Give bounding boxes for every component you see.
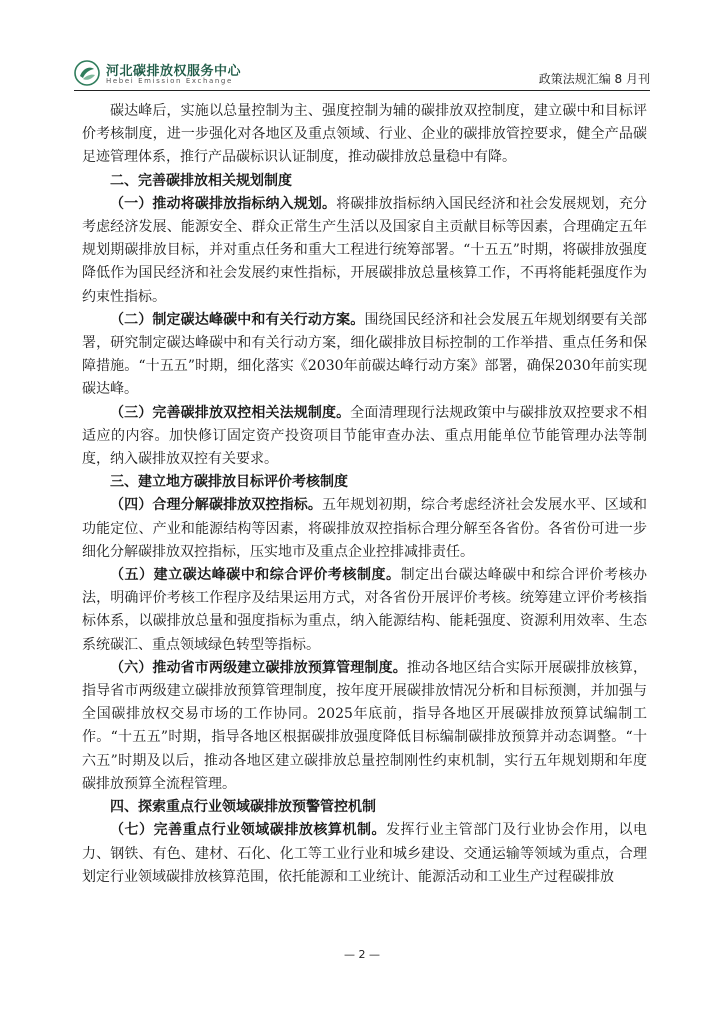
item-lead: （五）建立碳达峰碳中和综合评价考核制度。 xyxy=(110,567,401,584)
publication-title: 政策法规汇编 8 月刊 xyxy=(538,72,650,86)
page-number: — 2 — xyxy=(344,948,380,961)
paragraph-intro: 碳达峰后，实施以总量控制为主、强度控制为辅的碳排放双控制度，建立碳中和目标评价考核制度，进一步强化对各地区及重点领域、行业、企业的碳排放管控要求，健全产品碳足迹管理体系，推行产品碳标识认证制度，推动碳排放总量稳中有降。 xyxy=(82,103,647,166)
item-text: 推动各地区结合实际开展碳排放核算，指导省市两级建立碳排放预算管理制度，按年度开展碳排放情况分析和目标预测，并加强与全国碳排放权交易市场的工作协同。2025年底前，指导各地区开展碳排放预算试编制工作。“十五五”时期，指导各地区根据碳排放强度降低目标编制碳排放预算并动态调整。“十六五”时期及以后，推动各地区建立碳排放总量控制刚性约束机制，实行五年规划期和年度碳排放预算全流程管理。 xyxy=(82,659,648,792)
item-lead: （四）合理分解碳排放双控指标。 xyxy=(110,497,323,514)
paragraph-item-5 xyxy=(82,564,647,657)
item-text: 围绕国民经济和社会发展五年规划纲要有关部署，研究制定碳达峰碳中和有关行动方案，细化碳排放目标控制的工作举措、重点任务和保障措施。“十五五”时期，细化落实《2030年前碳达峰行动方案》部署，确保2030年前实现碳达峰。 xyxy=(82,311,648,398)
item-lead: （二）制定碳达峰碳中和有关行动方案。 xyxy=(110,311,365,328)
paragraph-item-1 xyxy=(82,193,647,309)
section-heading-3: 三、建立地方碳排放目标评价考核制度 xyxy=(110,474,348,491)
paragraph-item-2 xyxy=(82,309,647,402)
item-text: 制定出台碳达峰碳中和综合评价考核办法，明确评价考核工作程序及结果运用方式，对各省份开展评价考核。统筹建立评价考核指标体系，以碳排放总量和强度指标为重点，纳入能源结构、能耗强度、资源利用效率、生态系统碳汇、重点领域绿色转型等指标。 xyxy=(82,567,648,653)
item-lead: （三）完善碳排放双控相关法规制度。 xyxy=(110,404,351,421)
paragraph-item-4 xyxy=(82,494,647,564)
item-text: 五年规划初期，综合考虑经济社会发展水平、区域和功能定位、产业和能源结构等因素，将碳排放双控指标合理分解至各省份。各省份可进一步细化分解碳排放双控指标，压实地市及重点企业控排减排责任。 xyxy=(82,497,648,560)
item-text: 发挥行业主管部门及行业协会作用，以电力、钢铁、有色、建材、石化、化工等工业行业和城乡建设、交通运输等领域为重点，合理划定行业领域碳排放核算范围，依托能源和工业统计、能源活动和工业生产过程碳排放 xyxy=(82,822,648,885)
item-text: 全面清理现行法规政策中与碳排放双控要求不相适应的内容。加快修订固定资产投资项目节能审查办法、重点用能单位节能管理办法等制度，纳入碳排放双控有关要求。 xyxy=(82,404,647,468)
paragraph-item-6 xyxy=(82,657,647,796)
item-lead: （七）完善重点行业领域碳排放核算机制。 xyxy=(110,822,387,839)
section-heading-4: 四、探索重点行业领域碳排放预警管控机制 xyxy=(110,799,376,816)
org-logo-icon xyxy=(74,60,100,86)
section-heading-2: 二、完善碳排放相关规划制度 xyxy=(110,172,292,189)
page-header xyxy=(74,56,650,91)
org-name-en: Hebei Emission Exchange xyxy=(106,77,233,85)
document-body xyxy=(82,100,647,889)
paragraph-item-7 xyxy=(82,819,647,889)
paragraph-item-3 xyxy=(82,402,647,472)
item-text: 将碳排放指标纳入国民经济和社会发展规划，充分考虑经济发展、能源安全、群众正常生产生活以及国家自主贡献目标等因素，合理确定五年规划期碳排放目标，并对重点任务和重大工程进行统筹部署。“十五五”时期，将碳排放强度降低作为国民经济和社会发展约束性指标，开展碳排放总量核算工作，不再将能耗强度作为约束性指标。 xyxy=(82,195,648,305)
item-lead: （六）推动省市两级建立碳排放预算管理制度。 xyxy=(110,659,407,676)
org-name-cn: 河北碳排放权服务中心 xyxy=(106,64,242,79)
item-lead: （一）推动将碳排放指标纳入规划。 xyxy=(110,195,337,212)
